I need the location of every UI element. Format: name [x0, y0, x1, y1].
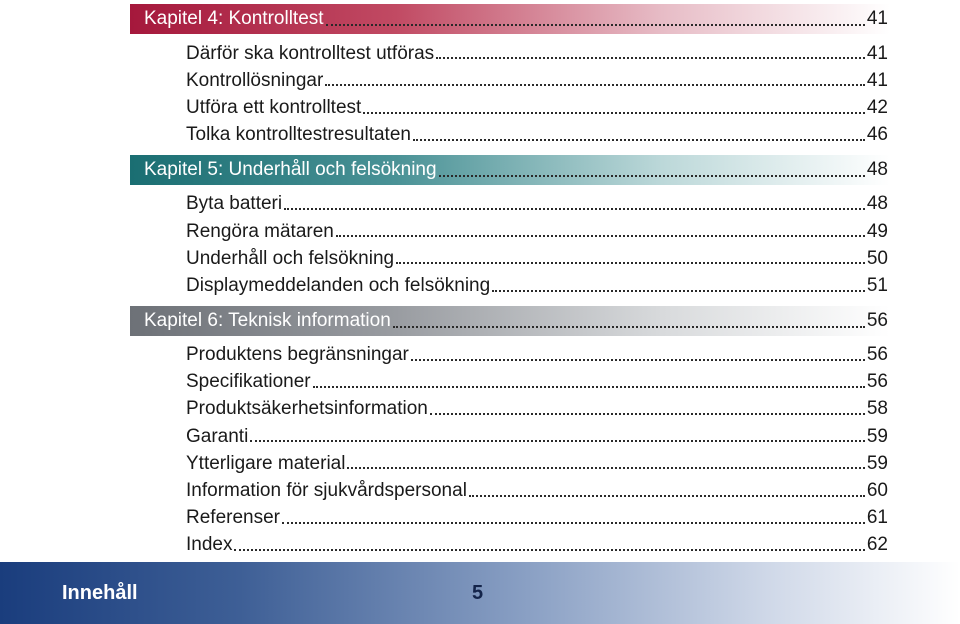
dot-leader: [363, 112, 865, 114]
toc-entry[interactable]: [186, 532, 888, 559]
dot-leader: [250, 440, 865, 442]
entry-title: Index: [186, 534, 233, 556]
toc-entry[interactable]: [186, 67, 888, 94]
entry-title: Tolka kontrolltestresultaten: [186, 124, 411, 146]
entry-title: Underhåll och felsökning: [186, 247, 395, 269]
section-label: Innehåll: [62, 582, 138, 604]
entry-page-number: 59: [866, 452, 888, 474]
dot-leader: [492, 290, 865, 292]
toc-entry[interactable]: [186, 450, 888, 477]
entry-page-number: 51: [866, 274, 888, 296]
dot-leader: [313, 386, 865, 388]
dot-leader: [413, 139, 865, 141]
entry-title: Displaymeddelanden och felsökning: [186, 274, 491, 296]
entry-title: Utföra ett kontrolltest: [186, 96, 362, 118]
entry-title: Därför ska kontrolltest utföras: [186, 42, 435, 64]
page-number: 5: [472, 582, 484, 604]
toc-entry[interactable]: [186, 40, 888, 67]
dot-leader: [469, 495, 865, 497]
chapter-title: Kapitel 6: Teknisk information: [144, 309, 391, 331]
entry-page-number: 41: [866, 42, 888, 64]
dot-leader: [336, 235, 865, 237]
entry-title: Produktens begränsningar: [186, 344, 409, 366]
toc-entry[interactable]: [186, 423, 888, 450]
chapter-heading[interactable]: [130, 155, 890, 185]
entry-title: Garanti: [186, 425, 249, 447]
dot-leader: [347, 467, 864, 469]
toc-entry[interactable]: [186, 477, 888, 504]
chapter-page-number: 48: [866, 158, 888, 180]
entry-page-number: 49: [866, 220, 888, 242]
chapter-heading[interactable]: [130, 4, 890, 34]
toc-entry[interactable]: [186, 369, 888, 396]
toc-entry[interactable]: [186, 94, 888, 121]
toc-entry[interactable]: [186, 396, 888, 423]
entry-page-number: 56: [866, 371, 888, 393]
entry-page-number: 48: [866, 193, 888, 215]
toc-entry[interactable]: [186, 342, 888, 369]
toc-entry[interactable]: [186, 505, 888, 532]
chapter-page-number: 41: [866, 8, 888, 29]
chapter-page-number: 56: [866, 309, 888, 331]
dot-leader: [393, 326, 865, 328]
dot-leader: [325, 84, 865, 86]
entry-title: Information för sjukvårdspersonal: [186, 480, 467, 502]
toc-entry[interactable]: [186, 122, 888, 149]
entry-title: Specifikationer: [186, 371, 311, 393]
page-footer: [0, 562, 960, 624]
dot-leader: [234, 549, 864, 551]
table-of-contents: [130, 4, 890, 559]
entry-page-number: 60: [866, 480, 888, 502]
dot-leader: [436, 57, 865, 59]
dot-leader: [282, 522, 865, 524]
entry-page-number: 42: [866, 96, 888, 118]
dot-leader: [430, 413, 865, 415]
entry-page-number: 61: [866, 507, 888, 529]
dot-leader: [396, 262, 865, 264]
entry-page-number: 41: [866, 69, 888, 91]
toc-entry[interactable]: [186, 272, 888, 299]
toc-entry[interactable]: [186, 191, 888, 218]
entry-title: Referenser: [186, 507, 280, 529]
entry-page-number: 59: [866, 425, 888, 447]
entry-title: Rengöra mätaren: [186, 220, 334, 242]
entry-page-number: 62: [866, 534, 888, 556]
entry-title: Byta batteri: [186, 193, 283, 215]
entry-page-number: 58: [866, 398, 888, 420]
chapter-title: Kapitel 4: Kontrolltest: [144, 8, 324, 29]
dot-leader: [411, 359, 865, 361]
chapter-title: Kapitel 5: Underhåll och felsökning: [144, 158, 437, 180]
dot-leader: [439, 175, 865, 177]
toc-entry[interactable]: [186, 245, 888, 272]
entry-page-number: 56: [866, 344, 888, 366]
entry-title: Kontrollösningar: [186, 69, 324, 91]
entry-title: Produktsäkerhetsinformation: [186, 398, 428, 420]
entry-title: Ytterligare material: [186, 452, 346, 474]
chapter-heading[interactable]: [130, 306, 890, 336]
entry-page-number: 46: [866, 124, 888, 146]
dot-leader: [284, 208, 865, 210]
dot-leader: [326, 24, 865, 26]
toc-entry[interactable]: [186, 218, 888, 245]
entry-page-number: 50: [866, 247, 888, 269]
